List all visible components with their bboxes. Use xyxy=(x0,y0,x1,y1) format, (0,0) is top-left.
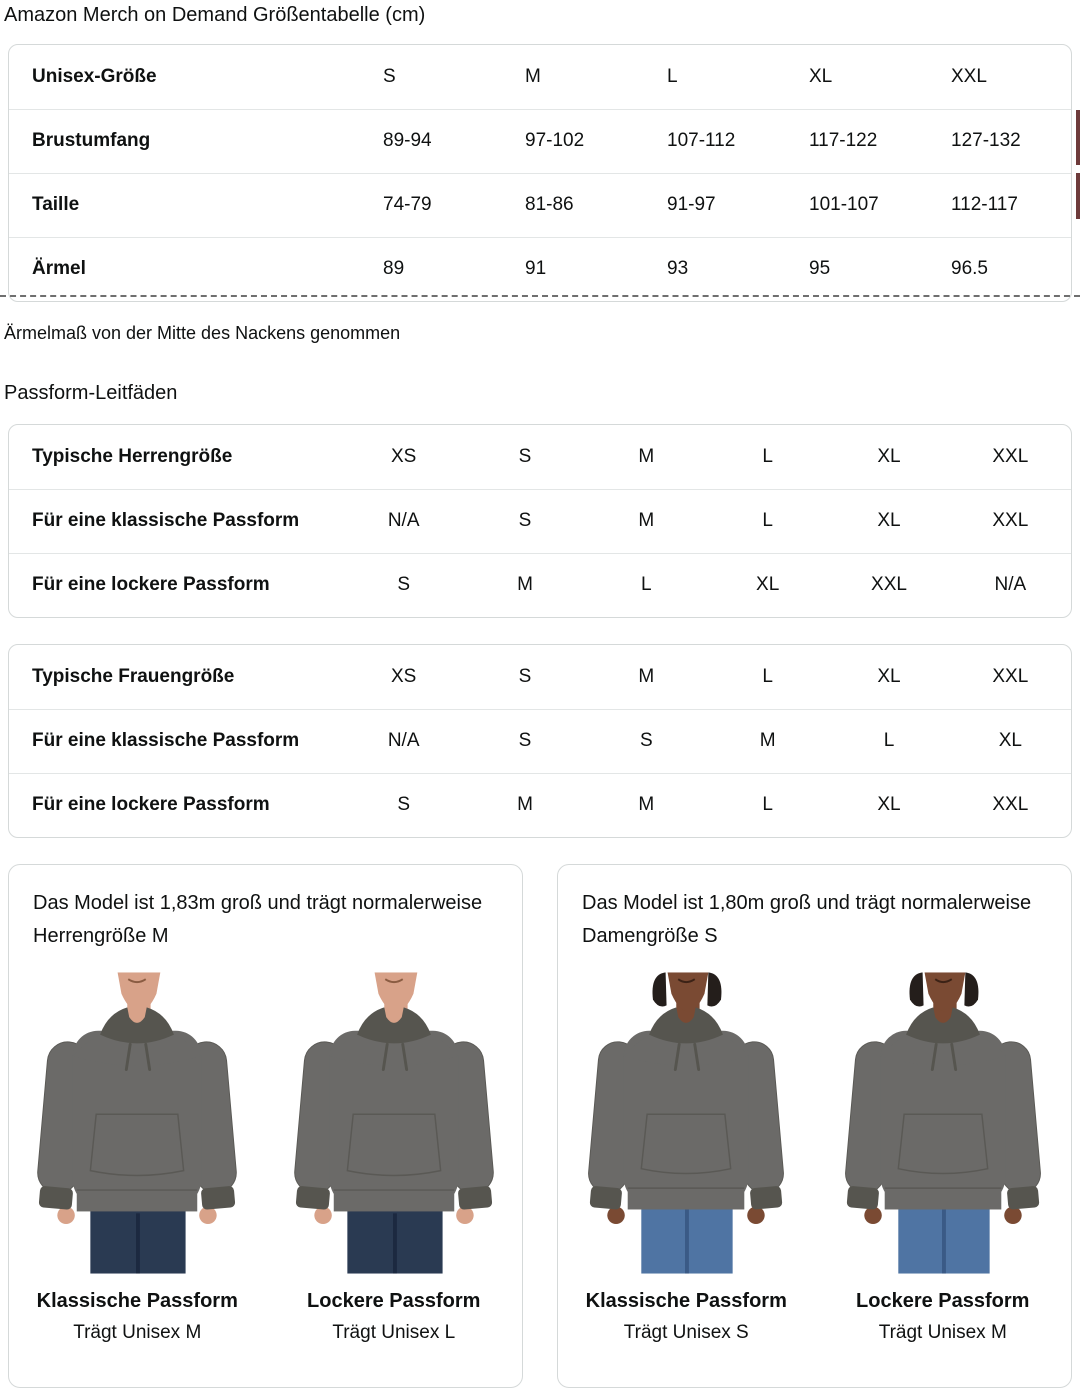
fit-size-value: S xyxy=(464,489,585,553)
fit-size-value: S xyxy=(518,445,532,467)
scrollbar-thumb[interactable] xyxy=(1076,110,1080,165)
size-chart-page xyxy=(0,2,1080,1388)
fit-guides-heading: Passform-Leitfäden xyxy=(4,382,178,404)
fit-size-label: Trägt Unisex S xyxy=(623,1322,749,1343)
measurement-value: 91 xyxy=(503,237,645,301)
measurement-value: 93 xyxy=(645,237,787,301)
fit-size-value: S xyxy=(343,773,464,837)
sleeve-measure-note: Ärmelmaß von der Mitte des Nackens genommen xyxy=(4,323,401,343)
fit-size-value: XXL xyxy=(950,773,1071,837)
fit-size-value: S xyxy=(343,553,464,617)
size-col-header: M xyxy=(525,65,541,87)
mens-fit-table xyxy=(8,424,1072,618)
model-cards-row xyxy=(8,864,1072,1388)
measurement-value: 74-79 xyxy=(361,173,503,237)
fit-size-value: M xyxy=(586,489,707,553)
size-col-header: XXL xyxy=(951,65,987,87)
size-col-header: S xyxy=(383,65,396,87)
fit-size-value: M xyxy=(638,445,655,467)
measurement-value: 107-112 xyxy=(645,109,787,173)
table-row xyxy=(9,553,1071,617)
female-model-classic-image xyxy=(583,967,789,1279)
row-label: Typische Frauengröße xyxy=(32,665,235,687)
fit-size-value: S xyxy=(518,665,532,687)
row-label: Ärmel xyxy=(9,237,361,301)
fit-size-value: XL xyxy=(828,773,949,837)
mens-model-description: Das Model ist 1,83m groß und trägt normalerweise Herrengröße M xyxy=(33,892,483,947)
row-label: Für eine klassische Passform xyxy=(9,489,343,553)
measurement-value: 81-86 xyxy=(503,173,645,237)
male-model-classic-image xyxy=(34,967,240,1279)
womens-classic-fit-block xyxy=(558,967,815,1345)
dashed-divider xyxy=(0,295,1080,297)
fit-size-value: XXL xyxy=(828,553,949,617)
table-row xyxy=(9,773,1071,837)
table-row xyxy=(9,45,1071,109)
fit-label: Klassische Passform xyxy=(36,1290,238,1312)
measurement-value: 89 xyxy=(361,237,503,301)
mens-loose-fit-block xyxy=(266,967,523,1345)
scrollbar-thumb[interactable] xyxy=(1076,173,1080,219)
fit-size-value: N/A xyxy=(343,489,464,553)
womens-fit-table xyxy=(8,644,1072,838)
measurement-value: 117-122 xyxy=(787,109,929,173)
fit-label: Lockere Passform xyxy=(856,1290,1030,1312)
fit-size-value: XL xyxy=(950,709,1071,773)
measurement-value: 95 xyxy=(787,237,929,301)
fit-size-label: Trägt Unisex M xyxy=(878,1322,1007,1343)
fit-size-value: XL xyxy=(828,489,949,553)
womens-model-description: Das Model ist 1,80m groß und trägt normalerweise Damengröße S xyxy=(582,892,1032,947)
fit-size-value: L xyxy=(707,489,828,553)
fit-label: Klassische Passform xyxy=(585,1290,787,1312)
fit-size-value: M xyxy=(707,709,828,773)
row-label: Für eine lockere Passform xyxy=(9,553,343,617)
fit-size-value: S xyxy=(586,709,707,773)
fit-size-value: M xyxy=(638,665,655,687)
unisex-size-table xyxy=(8,44,1072,302)
fit-size-value: S xyxy=(464,709,585,773)
measurement-value: 101-107 xyxy=(787,173,929,237)
measurement-value: 89-94 xyxy=(361,109,503,173)
mens-classic-fit-block xyxy=(9,967,266,1345)
measurement-value: 97-102 xyxy=(503,109,645,173)
table-row xyxy=(9,173,1071,237)
fit-size-value: M xyxy=(464,773,585,837)
fit-size-label: Trägt Unisex M xyxy=(73,1322,202,1343)
size-col-header: L xyxy=(667,65,678,87)
table-row xyxy=(9,237,1071,301)
female-model-loose-image xyxy=(840,967,1046,1279)
fit-size-value: M xyxy=(464,553,585,617)
measurement-value: 91-97 xyxy=(645,173,787,237)
fit-size-value: N/A xyxy=(950,553,1071,617)
fit-size-value: L xyxy=(586,553,707,617)
fit-size-value: XL xyxy=(877,665,901,687)
fit-size-value: M xyxy=(586,773,707,837)
table-row xyxy=(9,489,1071,553)
table-row xyxy=(9,425,1071,489)
size-col-header: XL xyxy=(809,65,833,87)
fit-size-value: L xyxy=(762,445,773,467)
fit-size-value: XS xyxy=(390,445,417,467)
fit-size-value: XS xyxy=(390,665,417,687)
measurement-value: 112-117 xyxy=(929,173,1071,237)
fit-size-value: N/A xyxy=(343,709,464,773)
fit-size-value: XXL xyxy=(992,665,1029,687)
page-title: Amazon Merch on Demand Größentabelle (cm) xyxy=(4,4,426,26)
fit-size-value: L xyxy=(707,773,828,837)
table-row xyxy=(9,645,1071,709)
row-label: Für eine klassische Passform xyxy=(9,709,343,773)
fit-size-value: L xyxy=(828,709,949,773)
table-row xyxy=(9,109,1071,173)
womens-loose-fit-block xyxy=(815,967,1072,1345)
row-label: Taille xyxy=(9,173,361,237)
fit-size-value: XXL xyxy=(992,445,1029,467)
fit-size-value: L xyxy=(762,665,773,687)
table-row xyxy=(9,709,1071,773)
row-label: Für eine lockere Passform xyxy=(9,773,343,837)
fit-label: Lockere Passform xyxy=(307,1290,481,1312)
row-label: Brustumfang xyxy=(9,109,361,173)
row-label: Unisex-Größe xyxy=(32,65,157,87)
row-label: Typische Herrengröße xyxy=(32,445,233,467)
fit-size-label: Trägt Unisex L xyxy=(332,1322,456,1343)
measurement-value: 96.5 xyxy=(929,237,1071,301)
womens-model-card xyxy=(557,864,1072,1388)
fit-size-value: XL xyxy=(707,553,828,617)
mens-model-card xyxy=(8,864,523,1388)
fit-size-value: XXL xyxy=(950,489,1071,553)
fit-size-value: XL xyxy=(877,445,901,467)
male-model-loose-image xyxy=(291,967,497,1279)
measurement-value: 127-132 xyxy=(929,109,1071,173)
